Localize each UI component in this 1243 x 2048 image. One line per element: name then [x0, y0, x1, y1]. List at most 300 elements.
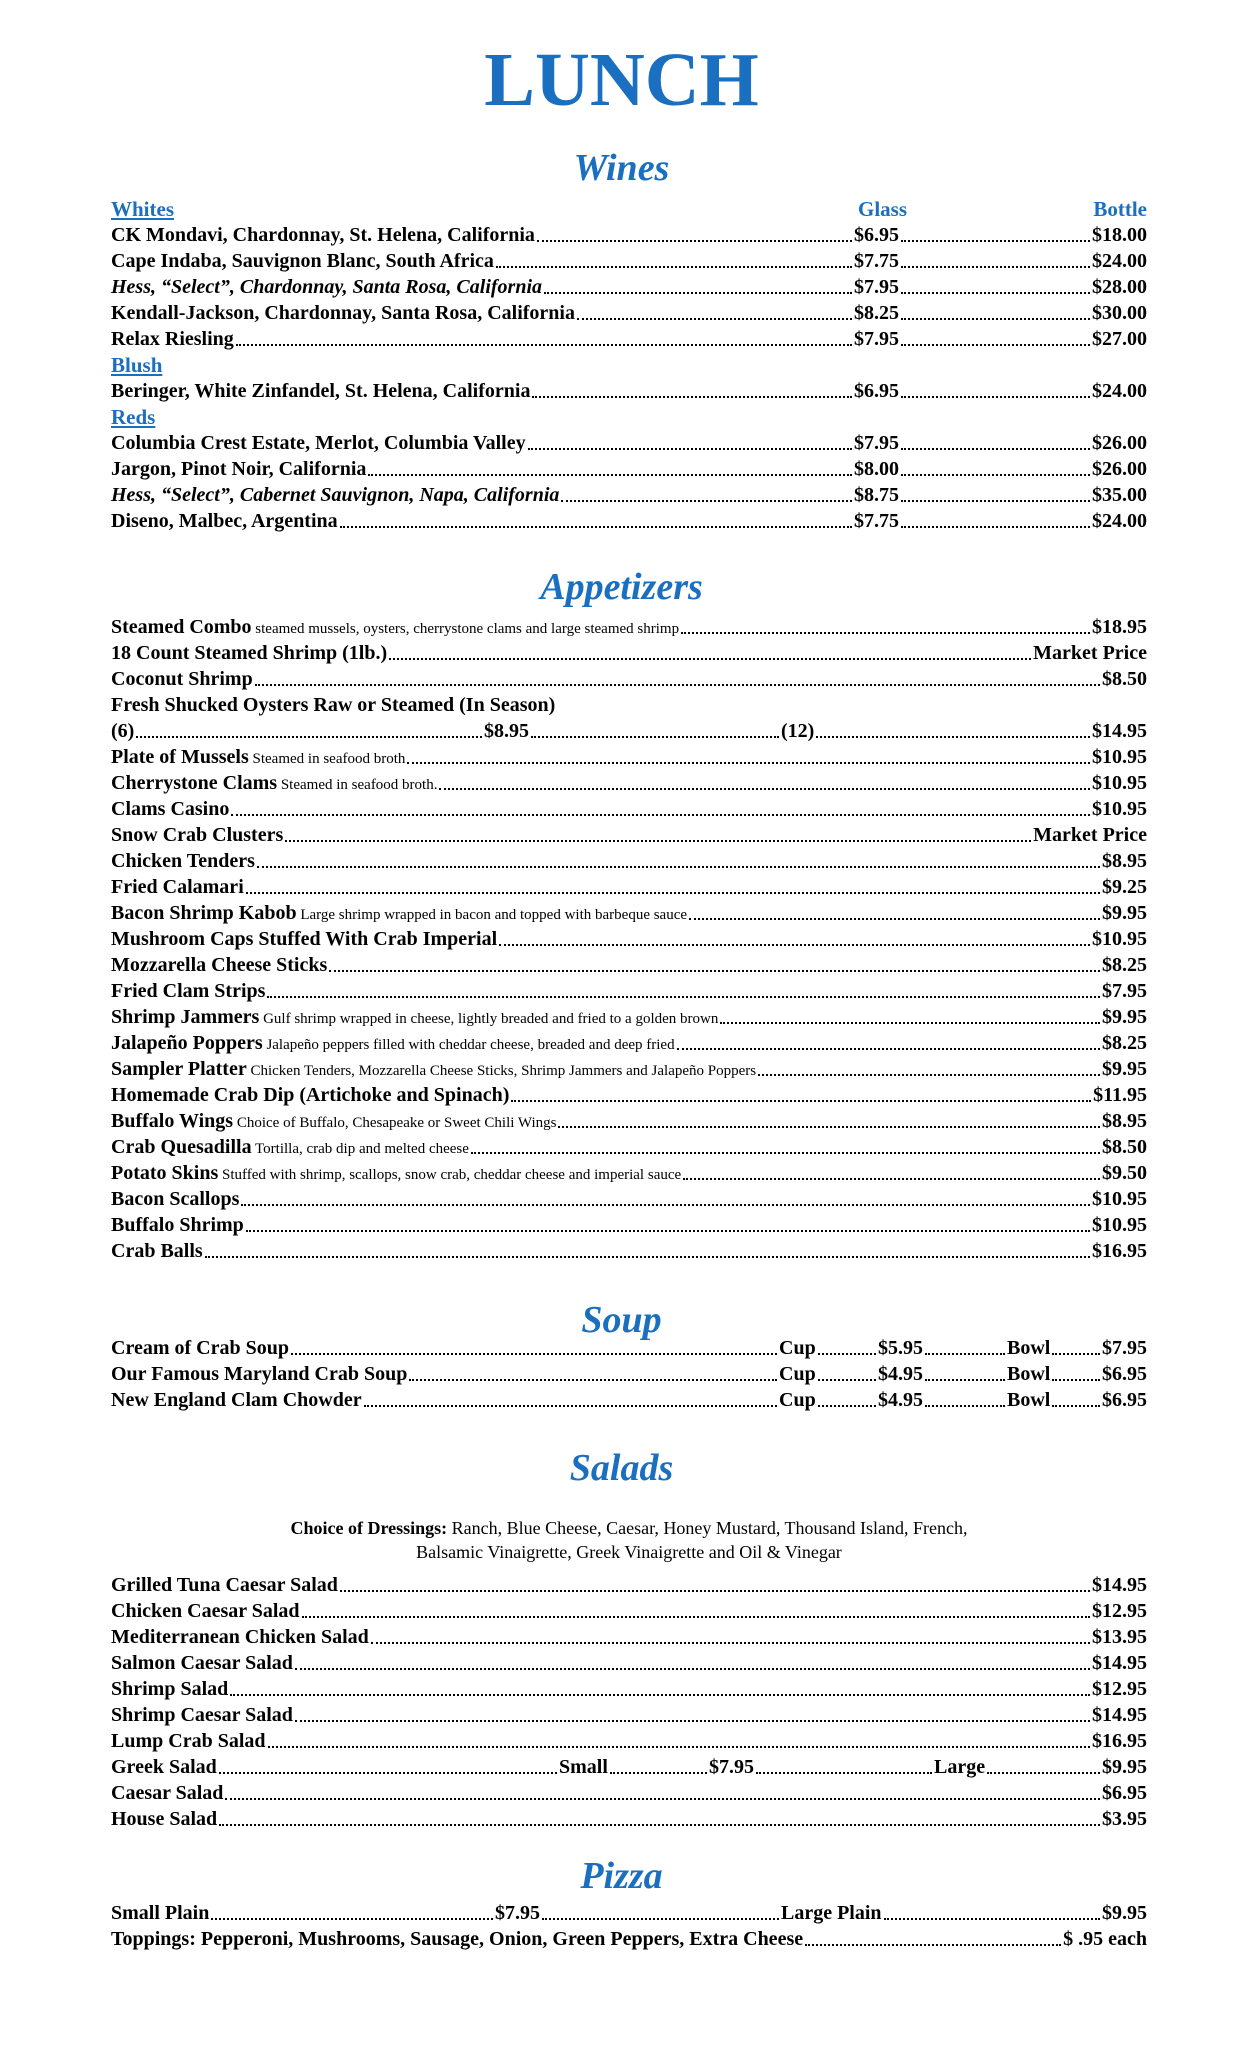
item-name: Diseno, Malbec, Argentina	[111, 510, 338, 532]
appetizer-row	[111, 1134, 1147, 1160]
oysters-price-row	[111, 718, 1147, 744]
item-name: Coconut Shrimp	[111, 668, 253, 690]
pizza-section	[111, 1900, 1147, 1952]
item-name: Beringer, White Zinfandel, St. Helena, California	[111, 380, 531, 402]
dot-leader	[302, 1616, 1090, 1618]
dot-leader	[1052, 1405, 1100, 1407]
dot-leader	[537, 240, 852, 242]
dot-leader	[219, 1772, 557, 1774]
salad-row	[111, 1728, 1147, 1754]
dot-leader	[236, 344, 852, 346]
dot-leader	[1052, 1379, 1100, 1381]
greek-small-price: $7.95	[709, 1756, 754, 1778]
soup-section	[111, 1335, 1147, 1413]
item-name: Clams Casino	[111, 798, 230, 820]
appetizer-row	[111, 900, 1147, 926]
soup-row	[111, 1387, 1147, 1413]
dot-leader	[136, 736, 482, 738]
appetizer-name	[111, 900, 687, 928]
appetizer-row	[111, 926, 1147, 952]
appetizer-name	[111, 874, 244, 900]
pizza-toppings: Toppings: Pepperoni, Mushrooms, Sausage, Onion, Green Peppers, Extra Cheese	[111, 1928, 804, 1950]
item-name: Potato Skins	[111, 1162, 219, 1184]
dot-leader	[544, 292, 852, 294]
dot-leader	[371, 1642, 1090, 1644]
item-name: Bacon Shrimp Kabob	[111, 902, 297, 924]
appetizer-row	[111, 874, 1147, 900]
appetizer-row	[111, 1160, 1147, 1186]
item-name: Fried Clam Strips	[111, 980, 266, 1002]
dot-leader	[496, 266, 852, 268]
dot-leader	[901, 266, 1090, 268]
cup-label: Cup	[779, 1363, 816, 1385]
item-name: Cream of Crab Soup	[111, 1337, 289, 1359]
dot-leader	[987, 1772, 1100, 1774]
item-description: Chicken Tenders, Mozzarella Cheese Sticks, Shrimp Jammers and Jalapeño Poppers	[246, 1063, 757, 1079]
dot-leader	[295, 1668, 1090, 1670]
item-name: Cape Indaba, Sauvignon Blanc, South Africa	[111, 250, 494, 272]
item-description: Choice of Buffalo, Chesapeake or Sweet Chili Wings	[233, 1115, 557, 1131]
appetizer-price: $10.95	[1092, 746, 1147, 768]
appetizer-price: $8.25	[1102, 1032, 1147, 1054]
dot-leader	[901, 240, 1090, 242]
pizza-large-label: Large Plain	[781, 1902, 882, 1924]
wine-group-row	[111, 404, 1147, 430]
soup-row	[111, 1335, 1147, 1361]
bowl-price: $7.95	[1102, 1337, 1147, 1359]
salad-price: $12.95	[1092, 1678, 1147, 1700]
dot-leader	[1052, 1353, 1100, 1355]
dot-leader	[219, 1824, 1100, 1826]
appetizer-row	[111, 1056, 1147, 1082]
cup-price: $5.95	[878, 1337, 923, 1359]
dot-leader	[499, 944, 1090, 946]
appetizer-price: $10.95	[1092, 772, 1147, 794]
appetizer-name	[111, 848, 255, 874]
glass-price: $7.95	[854, 276, 899, 298]
dot-leader	[542, 1918, 779, 1920]
dot-leader	[756, 1772, 932, 1774]
soup-row	[111, 1361, 1147, 1387]
item-name: Mushroom Caps Stuffed With Crab Imperial	[111, 928, 498, 950]
dressings-line-2: Balsamic Vinaigrette, Greek Vinaigrette and Oil & Vinegar	[416, 1542, 842, 1562]
item-name: Jargon, Pinot Noir, California	[111, 458, 367, 480]
dot-leader	[901, 318, 1090, 320]
salad-name	[111, 1598, 300, 1624]
appetizer-price: $9.95	[1102, 902, 1147, 924]
item-name: New England Clam Chowder	[111, 1389, 362, 1411]
glass-price: $8.75	[854, 484, 899, 506]
wine-group-row	[111, 352, 1147, 378]
glass-price: $7.75	[854, 510, 899, 532]
dot-leader	[558, 1126, 1100, 1128]
pizza-row	[111, 1900, 1147, 1926]
item-description: steamed mussels, oysters, cherrystone clams and large steamed shrimp	[251, 621, 680, 637]
bottle-price: $35.00	[1092, 484, 1147, 506]
item-name: Steamed Combo	[111, 616, 252, 638]
appetizer-name	[111, 796, 229, 822]
item-name: Shrimp Salad	[111, 1678, 229, 1700]
dot-leader	[925, 1379, 1005, 1381]
bowl-price: $6.95	[1102, 1389, 1147, 1411]
pizza-toppings-price: $ .95 each	[1063, 1928, 1147, 1950]
dot-leader	[409, 1379, 777, 1381]
appetizer-row	[111, 1108, 1147, 1134]
item-description: Large shrimp wrapped in bacon and topped with barbeque sauce	[296, 907, 688, 923]
item-name: Chicken Tenders	[111, 850, 255, 872]
greek-large-label: Large	[934, 1756, 986, 1778]
appetizer-price: $9.95	[1102, 1006, 1147, 1028]
appetizer-row	[111, 770, 1147, 796]
wine-row	[111, 456, 1147, 482]
pizza-small-label: Small Plain	[111, 1902, 210, 1924]
dot-leader	[246, 1230, 1090, 1232]
glass-price: $7.95	[854, 328, 899, 350]
wine-group-label: Blush	[111, 353, 163, 377]
appetizer-name	[111, 1134, 469, 1162]
item-description: Steamed in seafood broth	[248, 751, 406, 767]
dressings-label: Choice of Dressings:	[290, 1518, 448, 1538]
salad-row	[111, 1598, 1147, 1624]
soup-heading: Soup	[581, 1299, 662, 1341]
dot-leader	[818, 1405, 876, 1407]
item-description: Tortilla, crab dip and melted cheese	[251, 1141, 469, 1157]
bottle-price: $28.00	[1092, 276, 1147, 298]
appetizers-heading: Appetizers	[540, 566, 703, 608]
wine-row	[111, 430, 1147, 456]
item-name: 18 Count Steamed Shrimp (1lb.)	[111, 642, 388, 664]
item-name: Bacon Scallops	[111, 1188, 240, 1210]
appetizer-row	[111, 978, 1147, 1004]
pizza-toppings-row	[111, 1926, 1147, 1952]
salad-name	[111, 1624, 369, 1650]
appetizer-row	[111, 822, 1147, 848]
salad-row	[111, 1754, 1147, 1780]
dot-leader	[884, 1918, 1100, 1920]
item-name: Columbia Crest Estate, Merlot, Columbia Valley	[111, 432, 526, 454]
appetizer-row	[111, 1186, 1147, 1212]
appetizer-row	[111, 1082, 1147, 1108]
appetizer-name	[111, 640, 387, 666]
appetizer-name	[111, 1056, 756, 1084]
dot-leader	[267, 996, 1100, 998]
wine-group-label: Reds	[111, 405, 156, 429]
dot-leader	[528, 448, 852, 450]
dot-leader	[901, 474, 1090, 476]
wine-name	[111, 430, 526, 456]
dressings-note	[111, 1516, 1147, 1564]
item-name: Jalapeño Poppers	[111, 1032, 263, 1054]
salads-section	[111, 1572, 1147, 1832]
wine-group-label: Whites	[111, 197, 174, 221]
dot-leader	[268, 1746, 1090, 1748]
appetizer-price: $9.25	[1102, 876, 1147, 898]
item-name: Kendall-Jackson, Chardonnay, Santa Rosa, California	[111, 302, 575, 324]
dot-leader	[683, 1178, 1100, 1180]
item-description: Stuffed with shrimp, scallops, snow crab, cheddar cheese and imperial sauce	[218, 1167, 682, 1183]
item-name: Relax Riesling	[111, 328, 234, 350]
oysters-large-label: (12)	[781, 720, 815, 742]
appetizer-row	[111, 614, 1147, 640]
item-name: Crab Quesadilla	[111, 1136, 252, 1158]
salad-price: $6.95	[1102, 1782, 1147, 1804]
wine-row	[111, 378, 1147, 404]
salad-row	[111, 1650, 1147, 1676]
bowl-label: Bowl	[1007, 1389, 1051, 1411]
dot-leader	[901, 448, 1090, 450]
appetizer-price: $10.95	[1092, 1214, 1147, 1236]
salad-row	[111, 1572, 1147, 1598]
item-name: Hess, “Select”, Cabernet Sauvignon, Napa, California	[111, 484, 560, 506]
oysters-small-label: (6)	[111, 720, 135, 742]
appetizer-price: $10.95	[1092, 928, 1147, 950]
salad-name	[111, 1806, 217, 1832]
item-name: Plate of Mussels	[111, 746, 249, 768]
bowl-price: $6.95	[1102, 1363, 1147, 1385]
appetizer-name	[111, 1160, 681, 1188]
appetizer-price: $8.95	[1102, 850, 1147, 872]
dot-leader	[925, 1353, 1005, 1355]
wine-name	[111, 456, 366, 482]
wine-name	[111, 248, 494, 274]
oysters-title: Fresh Shucked Oysters Raw or Steamed (In Season)	[111, 694, 556, 716]
dot-leader	[925, 1405, 1005, 1407]
salad-row	[111, 1806, 1147, 1832]
glass-header: Glass	[858, 197, 908, 221]
dot-leader	[818, 1353, 876, 1355]
appetizer-price: $8.25	[1102, 954, 1147, 976]
item-name: Salmon Caesar Salad	[111, 1652, 293, 1674]
appetizer-price: $9.50	[1102, 1162, 1147, 1184]
dot-leader	[681, 632, 1090, 634]
dot-leader	[241, 1204, 1090, 1206]
dot-leader	[255, 684, 1100, 686]
bottle-price: $24.00	[1092, 510, 1147, 532]
appetizer-name	[111, 978, 265, 1004]
appetizer-row	[111, 796, 1147, 822]
appetizer-name	[111, 1082, 509, 1108]
appetizer-price: Market Price	[1033, 642, 1147, 664]
dot-leader	[439, 788, 1090, 790]
greek-small-label: Small	[559, 1756, 608, 1778]
salad-row	[111, 1702, 1147, 1728]
appetizer-row	[111, 848, 1147, 874]
appetizer-row	[111, 1238, 1147, 1264]
wine-name	[111, 482, 559, 508]
appetizer-name	[111, 1186, 239, 1212]
glass-price: $7.95	[854, 432, 899, 454]
dot-leader	[901, 526, 1090, 528]
appetizer-name	[111, 770, 437, 798]
appetizer-price: $9.95	[1102, 1058, 1147, 1080]
dot-leader	[818, 1379, 876, 1381]
dot-leader	[577, 318, 852, 320]
item-name: Shrimp Jammers	[111, 1006, 260, 1028]
glass-price: $8.25	[854, 302, 899, 324]
dot-leader	[532, 396, 852, 398]
wine-row	[111, 248, 1147, 274]
dot-leader	[816, 736, 1090, 738]
wine-name	[111, 508, 338, 534]
appetizer-name	[111, 926, 497, 952]
dressings-line-1: Ranch, Blue Cheese, Caesar, Honey Mustard, Thousand Island, French,	[451, 1518, 968, 1538]
salad-price: $16.95	[1092, 1730, 1147, 1752]
dot-leader	[720, 1022, 1100, 1024]
appetizer-name	[111, 1030, 675, 1058]
appetizer-row	[111, 744, 1147, 770]
dot-leader	[901, 396, 1090, 398]
dot-leader	[805, 1944, 1061, 1946]
dot-leader	[257, 866, 1100, 868]
item-name: Hess, “Select”, Chardonnay, Santa Rosa, California	[111, 276, 542, 298]
oysters-large-price: $14.95	[1092, 720, 1147, 742]
appetizer-name	[111, 744, 405, 772]
wine-row	[111, 482, 1147, 508]
item-name: Buffalo Shrimp	[111, 1214, 244, 1236]
glass-price: $8.00	[854, 458, 899, 480]
salad-price: $14.95	[1092, 1574, 1147, 1596]
oysters-title-row	[111, 692, 1147, 718]
item-name: Caesar Salad	[111, 1782, 224, 1804]
item-name: Grilled Tuna Caesar Salad	[111, 1574, 338, 1596]
item-name: House Salad	[111, 1808, 218, 1830]
salad-name	[111, 1676, 228, 1702]
appetizer-name	[111, 1238, 203, 1264]
wine-row	[111, 300, 1147, 326]
appetizer-price: Market Price	[1033, 824, 1147, 846]
dot-leader	[231, 814, 1090, 816]
item-name: Sampler Platter	[111, 1058, 247, 1080]
salad-row	[111, 1676, 1147, 1702]
bottle-price: $30.00	[1092, 302, 1147, 324]
dot-leader	[225, 1798, 1100, 1800]
dot-leader	[758, 1074, 1100, 1076]
item-name: Buffalo Wings	[111, 1110, 234, 1132]
dot-leader	[677, 1048, 1100, 1050]
appetizer-price: $8.50	[1102, 668, 1147, 690]
wine-row	[111, 508, 1147, 534]
salad-name	[111, 1572, 338, 1598]
appetizer-name	[111, 1108, 556, 1136]
salad-name	[111, 1728, 266, 1754]
wine-row	[111, 326, 1147, 352]
dot-leader	[561, 500, 852, 502]
dot-leader	[689, 918, 1100, 920]
appetizer-price: $16.95	[1092, 1240, 1147, 1262]
item-name: Snow Crab Clusters	[111, 824, 284, 846]
dot-leader	[205, 1256, 1090, 1258]
wine-header-row	[111, 196, 1147, 222]
dot-leader	[285, 840, 1031, 842]
salad-row	[111, 1624, 1147, 1650]
wine-row	[111, 274, 1147, 300]
item-name: Our Famous Maryland Crab Soup	[111, 1363, 408, 1385]
appetizer-name	[111, 666, 253, 692]
item-name: Fried Calamari	[111, 876, 244, 898]
item-name: CK Mondavi, Chardonnay, St. Helena, California	[111, 224, 535, 246]
salad-name	[111, 1780, 223, 1806]
wine-name	[111, 300, 575, 326]
appetizers-section	[111, 614, 1147, 1264]
glass-price: $7.75	[854, 250, 899, 272]
dot-leader	[471, 1152, 1100, 1154]
item-name: Mozzarella Cheese Sticks	[111, 954, 328, 976]
dot-leader	[340, 1590, 1090, 1592]
glass-price: $6.95	[854, 224, 899, 246]
cup-label: Cup	[779, 1337, 816, 1359]
dot-leader	[901, 292, 1090, 294]
salad-price: $14.95	[1092, 1652, 1147, 1674]
appetizer-price: $7.95	[1102, 980, 1147, 1002]
item-name: Lump Crab Salad	[111, 1730, 266, 1752]
appetizer-name	[111, 614, 679, 642]
appetizer-row	[111, 1212, 1147, 1238]
bottle-price: $18.00	[1092, 224, 1147, 246]
cup-label: Cup	[779, 1389, 816, 1411]
item-name: Crab Balls	[111, 1240, 203, 1262]
appetizer-name	[111, 952, 327, 978]
dot-leader	[389, 658, 1031, 660]
appetizer-price: $10.95	[1092, 798, 1147, 820]
appetizer-price: $10.95	[1092, 1188, 1147, 1210]
dot-leader	[364, 1405, 777, 1407]
pizza-heading: Pizza	[580, 1855, 663, 1897]
soup-name	[111, 1335, 289, 1361]
item-name: Shrimp Caesar Salad	[111, 1704, 293, 1726]
dot-leader	[230, 1694, 1090, 1696]
oysters-small-price: $8.95	[484, 720, 529, 742]
appetizer-price: $8.50	[1102, 1136, 1147, 1158]
wine-name	[111, 222, 535, 248]
item-description: Gulf shrimp wrapped in cheese, lightly breaded and fried to a golden brown	[259, 1011, 719, 1027]
wine-name	[111, 378, 530, 404]
wine-name	[111, 326, 234, 352]
dot-leader	[246, 892, 1100, 894]
greek-large-price: $9.95	[1102, 1756, 1147, 1778]
appetizer-row	[111, 640, 1147, 666]
salad-row	[111, 1780, 1147, 1806]
dot-leader	[901, 500, 1090, 502]
dot-leader	[211, 1918, 493, 1920]
item-name: Mediterranean Chicken Salad	[111, 1626, 369, 1648]
wine-row	[111, 222, 1147, 248]
dot-leader	[531, 736, 779, 738]
bottle-price: $26.00	[1092, 432, 1147, 454]
dot-leader	[407, 762, 1090, 764]
dot-leader	[291, 1353, 777, 1355]
dot-leader	[368, 474, 852, 476]
appetizer-name	[111, 1212, 244, 1238]
item-name: Homemade Crab Dip (Artichoke and Spinach)	[111, 1084, 510, 1106]
item-description: Jalapeño peppers filled with cheddar cheese, breaded and deep fried	[262, 1037, 675, 1053]
dot-leader	[329, 970, 1100, 972]
appetizer-row	[111, 1004, 1147, 1030]
appetizer-price: $11.95	[1093, 1084, 1147, 1106]
cup-price: $4.95	[878, 1389, 923, 1411]
glass-price: $6.95	[854, 380, 899, 402]
wine-name	[111, 274, 542, 300]
item-description: Steamed in seafood broth.	[277, 777, 438, 793]
appetizer-name	[111, 822, 283, 848]
pizza-large-price: $9.95	[1102, 1902, 1147, 1924]
bottle-header: Bottle	[1093, 197, 1147, 221]
appetizer-price: $8.95	[1102, 1110, 1147, 1132]
bottle-price: $26.00	[1092, 458, 1147, 480]
salads-heading: Salads	[569, 1447, 674, 1489]
dot-leader	[901, 344, 1090, 346]
soup-name	[111, 1387, 362, 1413]
dot-leader	[511, 1100, 1091, 1102]
